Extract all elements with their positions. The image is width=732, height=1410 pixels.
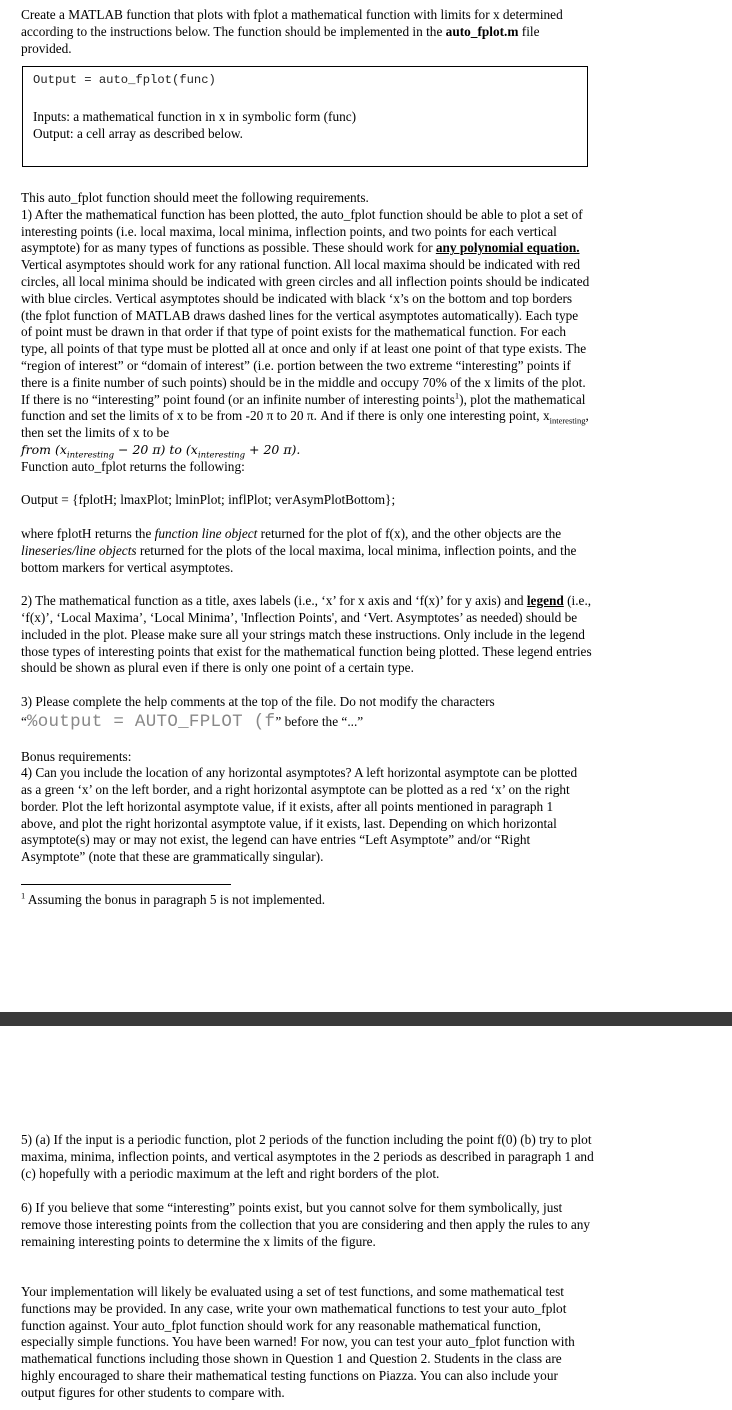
eval-line: especially simple functions. You have been warned! For now, you can test your auto_fplot function with [21, 1334, 575, 1350]
requirements-section [21, 190, 653, 866]
p1-line: interesting points (i.e. local maxima, local minima, inflection points, and two points for each vertical [21, 223, 557, 239]
p4-line: 4) Can you include the location of any horizontal asymptotes? A left horizontal asymptote can be plotted [21, 765, 578, 781]
p1-line: of point must be drawn in that order if that type of point exists for the mathematical function. For each [21, 324, 567, 340]
eval-line: output figures for other students to compare with. [21, 1384, 285, 1400]
limits-formula: from ($x_{interesting} - 20$ π) to ($x_{interesting} + 20$ π). [21, 441, 301, 461]
p2-line: ‘f(x)’, ‘Local Maxima’, ‘Local Minima’, 'Inflection Points', and ‘Vert. Asymptotes’ as needed) should be [21, 609, 578, 625]
intro-line: provided. [21, 40, 72, 56]
p1-line: 1) After the mathematical function has been plotted, the auto_fplot function should be able to plot a set of [21, 206, 583, 222]
eval-line: function against. Your auto_fplot function should work for any reasonable mathematical function, [21, 1317, 541, 1333]
eval-line: mathematical functions including those shown in Question 1 and Question 2. Students in the class are [21, 1351, 562, 1367]
p6-paragraph [21, 1200, 653, 1250]
p1-line: Vertical asymptotes should work for any rational function. All local maxima should be indicated with red [21, 257, 581, 273]
function-signature: Output = auto_fplot(func) [33, 73, 216, 87]
bonus-title: Bonus requirements: [21, 748, 132, 764]
where-line: lineseries/line objects returned for the plots of the local maxima, local minima, inflection points, and the [21, 542, 577, 558]
p5-line: maxima, minima, inflection points, and vertical asymptotes in the 2 periods as described in paragraph 1 and [21, 1148, 594, 1164]
p4-line: as a green ‘x’ on the left border, and a right horizontal asymptote can be plotted as a red ‘x’ on the right [21, 782, 570, 798]
p6-line: remaining interesting points to determine the x limits of the figure. [21, 1233, 376, 1249]
requirements-intro: This auto_fplot function should meet the following requirements. [21, 190, 369, 205]
footnote: $^1$ Assuming the bonus in paragraph 5 is not implemented. [21, 890, 326, 907]
p4-line: asymptote(s) may or may not exist, the legend can have entries “Left Asymptote” and/or “Right [21, 832, 531, 848]
signature-box [22, 66, 588, 167]
p4-line: border. Plot the left horizontal asymptote value, if it exists, after all points mentioned in paragraph 1 [21, 798, 554, 814]
p2-line: included in the plot. Please make sure all your strings match these instructions. Only include in the legend [21, 626, 585, 642]
p5-line: 5) (a) If the input is a periodic function, plot 2 periods of the function including the point f(0) (b) try to plot [21, 1132, 592, 1147]
p1-line: type, all points of that type must be plotted all at once and only if at least one point of that type exists. The [21, 341, 587, 357]
p2-line: 2) The mathematical function as a title, axes labels (i.e., ‘x’ for x axis and ‘f(x)’ for y axis) and legend (i.e., [21, 593, 592, 609]
eval-line: Your implementation will likely be evaluated using a set of test functions, and some mathematical test [21, 1284, 564, 1299]
p3-line: 3) Please complete the help comments at the top of the file. Do not modify the characters [21, 693, 495, 709]
p2-line: should be shown as plural even if there is only one point of a certain type. [21, 660, 414, 676]
p6-line: remove those interesting points from the collection that you are considering and then apply the rules to any [21, 1216, 591, 1232]
p5-paragraph [21, 1132, 653, 1182]
p1-line: circles, all local minima should be indicated with green circles and all inflection points should be indicated [21, 273, 590, 289]
footnote-ref[interactable]: 1 [454, 390, 460, 401]
where-line: bottom markers for vertical asymptotes. [21, 559, 234, 575]
p1-line: “region of interest” or “domain of interest” (i.e. portion between the two extreme “interesting” points if [21, 357, 571, 373]
page-break-bar [0, 1012, 732, 1026]
help-comment-code: %output = AUTO_FPLOT (f [26, 711, 276, 732]
eval-line: highly encouraged to share their mathematical testing functions on Piazza. You can also include your [21, 1367, 558, 1383]
output-text: Output: a cell array as described below. [33, 125, 243, 141]
intro-paragraph [21, 7, 653, 57]
p1-line: If there is no “interesting” point found (or an infinite number of interesting points$^1$), plot the mathematical [21, 390, 586, 407]
output-cell-line: Output = {fplotH; lmaxPlot; lminPlot; inflPlot; verAsymPlotBottom}; [21, 492, 396, 508]
underlined-text: legend [526, 593, 564, 609]
evaluation-paragraph [21, 1284, 653, 1402]
intro-line: according to the instructions below. The function should be implemented in the auto_fplot.m file [21, 23, 540, 39]
p1-line: asymptote) for as many types of functions as possible. These should work for any polynomial equation. [21, 240, 580, 256]
inputs-text: Inputs: a mathematical function in x in symbolic form (func) [33, 109, 357, 124]
underlined-text: any polynomial equation. [435, 240, 580, 256]
p4-line: Asymptote” (note that these are grammatically singular). [21, 849, 324, 865]
returns-line: Function auto_fplot returns the following: [21, 458, 245, 474]
footnote-divider [21, 884, 231, 885]
eval-line: functions may be provided. In any case, write your own mathematical functions to test your auto_fplot [21, 1300, 567, 1316]
p1-line: then set the limits of x to be [21, 425, 170, 441]
p4-line: above, and plot the right horizontal asymptote value, if it exists, last. Depending on which horizontal [21, 815, 557, 831]
p1-line: (the fplot function of MATLAB draws dashed lines for the vertical asymptotes automatically). Each type [21, 307, 579, 323]
p6-line: 6) If you believe that some “interesting” points exist, but you cannot solve for them symbolically, just [21, 1200, 563, 1215]
p2-line: those types of interesting points that exist for the mathematical function being plotted. These legend entries [21, 643, 592, 659]
p1-line: with blue circles. Vertical asymptotes should be indicated with black ‘x’s on the bottom and top borders [21, 290, 573, 306]
intro-line: Create a MATLAB function that plots with fplot a mathematical function with limits for x determined [21, 7, 563, 22]
p5-line: (c) hopefully with a periodic maximum at the left and right borders of the plot. [21, 1165, 440, 1181]
filename: auto_fplot.m [445, 23, 519, 39]
io-description [33, 109, 356, 143]
p3-line: “%output = AUTO_FPLOT (f” before the “...” [21, 711, 364, 732]
p1-line: there is a finite number of such points) should be in the middle and occupy 70% of the x limits of the plot. [21, 374, 586, 390]
p1-line: function and set the limits of x to be from -20 π to 20 π. And if there is only one interesting point, $x_{interesting}$, [21, 408, 589, 427]
where-line: where fplotH returns the function line object returned for the plot of f(x), and the other objects are the [21, 525, 562, 541]
